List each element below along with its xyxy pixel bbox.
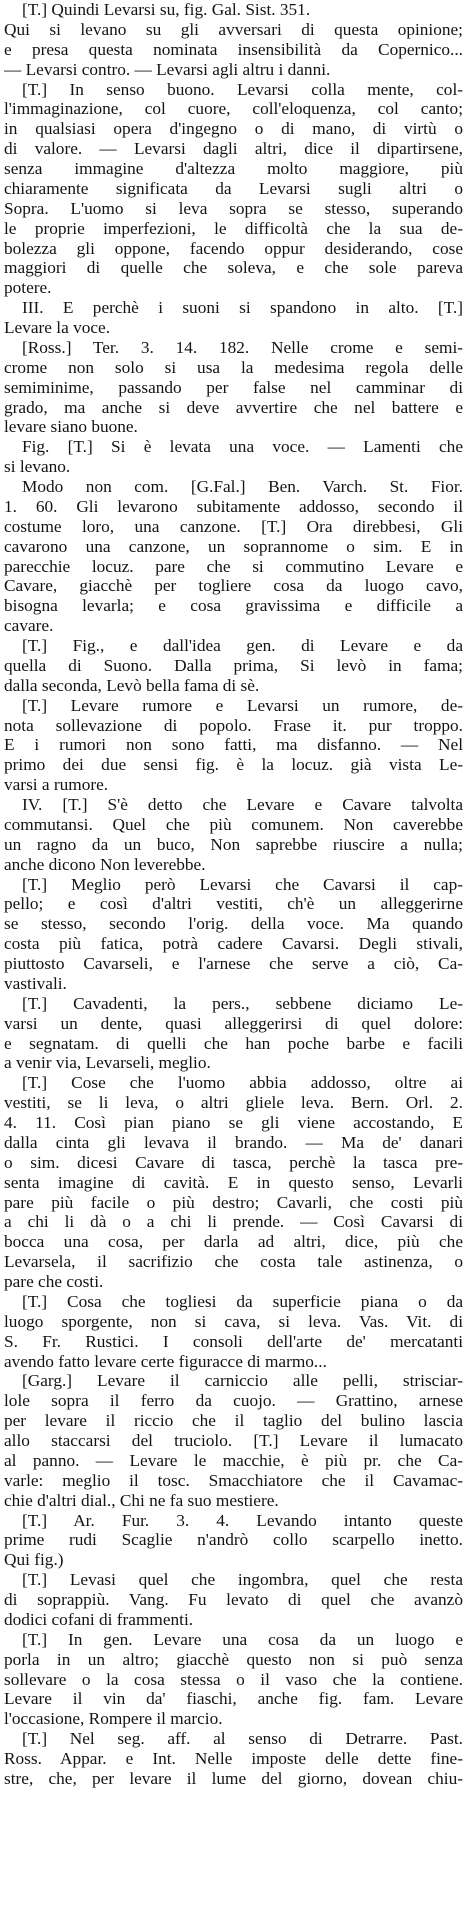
text-line: bisogna levarla; e cosa gravissima e difficile a [4, 596, 463, 616]
text-line: bocca una cosa, per darla ad altri, dice, più che [4, 1232, 463, 1252]
text-line: vastivali. [4, 973, 67, 993]
text-line: prime rudi Scaglie n'andrò collo scarpello inetto. [4, 1530, 463, 1550]
text-line: e presa questa nominata insensibilità da Copernico... [4, 39, 463, 59]
text-line: nota sollevazione di popolo. Frase it. pur troppo. [4, 715, 463, 735]
text-line: [T.] Levare rumore e Levarsi un rumore, de- [22, 695, 463, 715]
text-line: [T.] Nel seg. aff. al senso di Detrarre. Past. [22, 1729, 463, 1749]
text-line: dalla cinta gli levava il brando. — Ma de' danari [4, 1132, 463, 1152]
text-line: levare siano buone. [4, 417, 138, 437]
text-line: se stesso, secondo l'orig. della voce. Ma quando [4, 914, 463, 934]
text-line: commutansi. Quel che più comunem. Non caverebbe [4, 814, 463, 834]
text-line: — Levarsi contro. — Levarsi agli altru i danni. [4, 59, 331, 79]
text-line: primo dei due sensi fig. è la locuz. già vista Le- [4, 755, 463, 775]
text-line: semiminime, passando per false nel camminar di [4, 377, 463, 397]
text-line: avendo fatto levare certe figuracce di marmo... [4, 1351, 327, 1371]
text-line: varsi un dente, quasi alleggerirsi di quel dolore: [4, 1013, 463, 1033]
text-line: Sopra. L'uomo si leva sopra se stesso, superando [4, 198, 463, 218]
text-line: S. Fr. Rustici. I consoli dell'arte de' mercatanti [4, 1331, 463, 1351]
text-line: Fig. [T.] Si è levata una voce. — Lamenti che [22, 437, 463, 457]
text-line: cavarono una canzone, un soprannome o sim. E in [4, 536, 463, 556]
text-line: [T.] Ar. Fur. 3. 4. Levando intanto queste [22, 1510, 463, 1530]
text-line: pare più facile o più destro; Cavarli, che costi più [4, 1192, 463, 1212]
text-line: chiaramente significata da Levarsi sugli altri o [4, 178, 463, 198]
text-line: [T.] Meglio però Levarsi che Cavarsi il cap- [22, 874, 463, 894]
text-line: in qualsiasi opera d'ingegno o di mano, di virtù o [4, 119, 463, 139]
text-line: grado, ma anche si deve avvertire che nel battere e [4, 397, 463, 417]
text-line: quella di Suono. Dalla prima, Si levò in fama; [4, 655, 463, 675]
text-line: Qui si levano su gli avversari di questa opinione; [4, 19, 463, 39]
text-line: [T.] Quindi Levarsi su, fig. Gal. Sist. 351. [22, 0, 311, 19]
text-line: varle: meglio il tosc. Smacchiatore che il Cavamac- [4, 1470, 463, 1490]
text-line: l'occasione, Rompere il marcio. [4, 1709, 223, 1729]
text-line: [T.] In gen. Levare una cosa da un luogo e [22, 1629, 463, 1649]
text-line: allo staccarsi del truciolo. [T.] Levare il lumacato [4, 1431, 463, 1450]
text-line: pello; e così d'altri vestiti, ch'è un alleggerirne [4, 894, 463, 914]
text-line: [T.] Fig., e dall'idea gen. di Levare e da [22, 636, 463, 655]
text-line: di soprappiù. Vang. Fu levato di quel che avanzò [4, 1590, 463, 1609]
text-line: e segnatam. di quelli che han poche barbe e facili [4, 1033, 463, 1053]
text-line: parecchie locuz. pare che si commutino Levare e [4, 556, 463, 576]
text-line: senza immagine d'altezza molto maggiore, più [4, 159, 463, 178]
text-line: Ross. Appar. e Int. Nelle imposte delle dette fine- [4, 1749, 463, 1768]
text-line: per levare il riccio che il taglio del bulino lascia [4, 1411, 463, 1431]
text-line: al panno. — Levare le macchie, è più pr. che Ca- [4, 1450, 463, 1470]
text-line: un ragno da un buco, Non saprebbe riuscire a nulla; [4, 834, 463, 854]
text-line: l'immaginazione, col cuore, coll'eloquenza, col canto; [4, 99, 463, 119]
text-line: lole sopra il ferro da cuojo. — Grattino, arnese [4, 1391, 463, 1411]
text-line: sollevare o la cosa stessa o il vaso che la contiene. [4, 1669, 463, 1689]
text-line: potere. [4, 278, 52, 298]
text-line: III. E perchè i suoni si spandono in alto. [T.] [22, 298, 463, 318]
text-line: 4. 11. Così pian piano se gli viene accostando, E [4, 1113, 463, 1132]
text-line: porla in un altro; giacchè questo non si può senza [4, 1649, 463, 1669]
text-line: luogo sporgente, non si cava, si leva. Vas. Vit. di [4, 1311, 463, 1331]
text-line: [T.] In senso buono. Levarsi colla mente, col- [22, 79, 463, 99]
text-line: varsi a rumore. [4, 775, 109, 795]
text-line: vestiti, se li leva, o altri gliele leva. Bern. Orl. 2. [4, 1093, 463, 1113]
text-line: senta imagine di cavità. E in questo senso, Levarli [4, 1172, 463, 1192]
text-line: Modo non com. [G.Fal.] Ben. Varch. St. Fior. [22, 477, 463, 496]
text-line: a venir via, Levarseli, meglio. [4, 1053, 211, 1073]
text-line: costa più fatica, potrà cadere Cavarsi. Degli stivali, [4, 934, 463, 954]
text-line: o sim. dicesi Cavare di tasca, perchè la tasca pre- [4, 1152, 463, 1172]
text-line: chie d'altri dial., Chi ne fa suo mestiere. [4, 1490, 279, 1510]
text-line: 1. 60. Gli levarono subitamente addosso, secondo il [4, 496, 463, 516]
text-line: cavare. [4, 616, 54, 636]
text-line: anche dicono Non leverebbe. [4, 854, 206, 874]
text-line: Levarsela, il sacrifizio che costa tale astinenza, o [4, 1252, 463, 1272]
text-line: dodici cofani di frammenti. [4, 1609, 194, 1629]
text-line: [T.] Cosa che togliesi da superficie piana o da [22, 1291, 463, 1311]
text-line: maggiori di quelle che soleva, e che sole pareva [4, 258, 463, 278]
text-line: IV. [T.] S'è detto che Levare e Cavare talvolta [22, 795, 463, 814]
text-line: costume loro, una canzone. [T.] Ora direbbesi, Gli [4, 516, 463, 536]
text-line: stre, che, per levare il lume del giorno, dovean chiu- [4, 1768, 463, 1788]
text-line: si levano. [4, 457, 71, 477]
text-line: E i rumori non sono fatti, ma disfanno. — Nel [4, 735, 463, 755]
text-line: pare che costi. [4, 1272, 104, 1291]
text-line: [Garg.] Levare il carniccio alle pelli, strisciar- [22, 1371, 463, 1391]
text-line: le proprie imperfezioni, le difficoltà che la sua de- [4, 218, 463, 238]
text-line: crome non solo si usa la medesima regola delle [4, 357, 463, 377]
text-line: [Ross.] Ter. 3. 14. 182. Nelle crome e semi- [22, 337, 463, 357]
text-line: dalla seconda, Levò bella fama di sè. [4, 675, 260, 695]
text-line: Qui fig.) [4, 1550, 64, 1570]
text-line: [T.] Cose che l'uomo abbia addosso, oltre ai [22, 1073, 463, 1093]
text-line: a chi li dà o a chi li prende. — Così Cavarsi di [4, 1212, 463, 1232]
text-line: [T.] Cavadenti, la pers., sebbene diciamo Le- [22, 993, 463, 1013]
text-line: Levare la voce. [4, 318, 111, 337]
text-line: Levare il vin da' fiaschi, anche fig. fam. Levare [4, 1689, 463, 1709]
text-line: bolezza gli oppone, facendo oppur desiderando, cose [4, 238, 463, 258]
text-line: [T.] Levasi quel che ingombra, quel che resta [22, 1570, 463, 1590]
text-line: di valore. — Levarsi dagli altri, dice il dipartirsene, [4, 139, 463, 159]
text-line: Cavare, giacchè per togliere cosa da luogo cavo, [4, 576, 463, 596]
text-line: piuttosto Cavarseli, e l'arnese che serve a ciò, Ca- [4, 954, 463, 973]
